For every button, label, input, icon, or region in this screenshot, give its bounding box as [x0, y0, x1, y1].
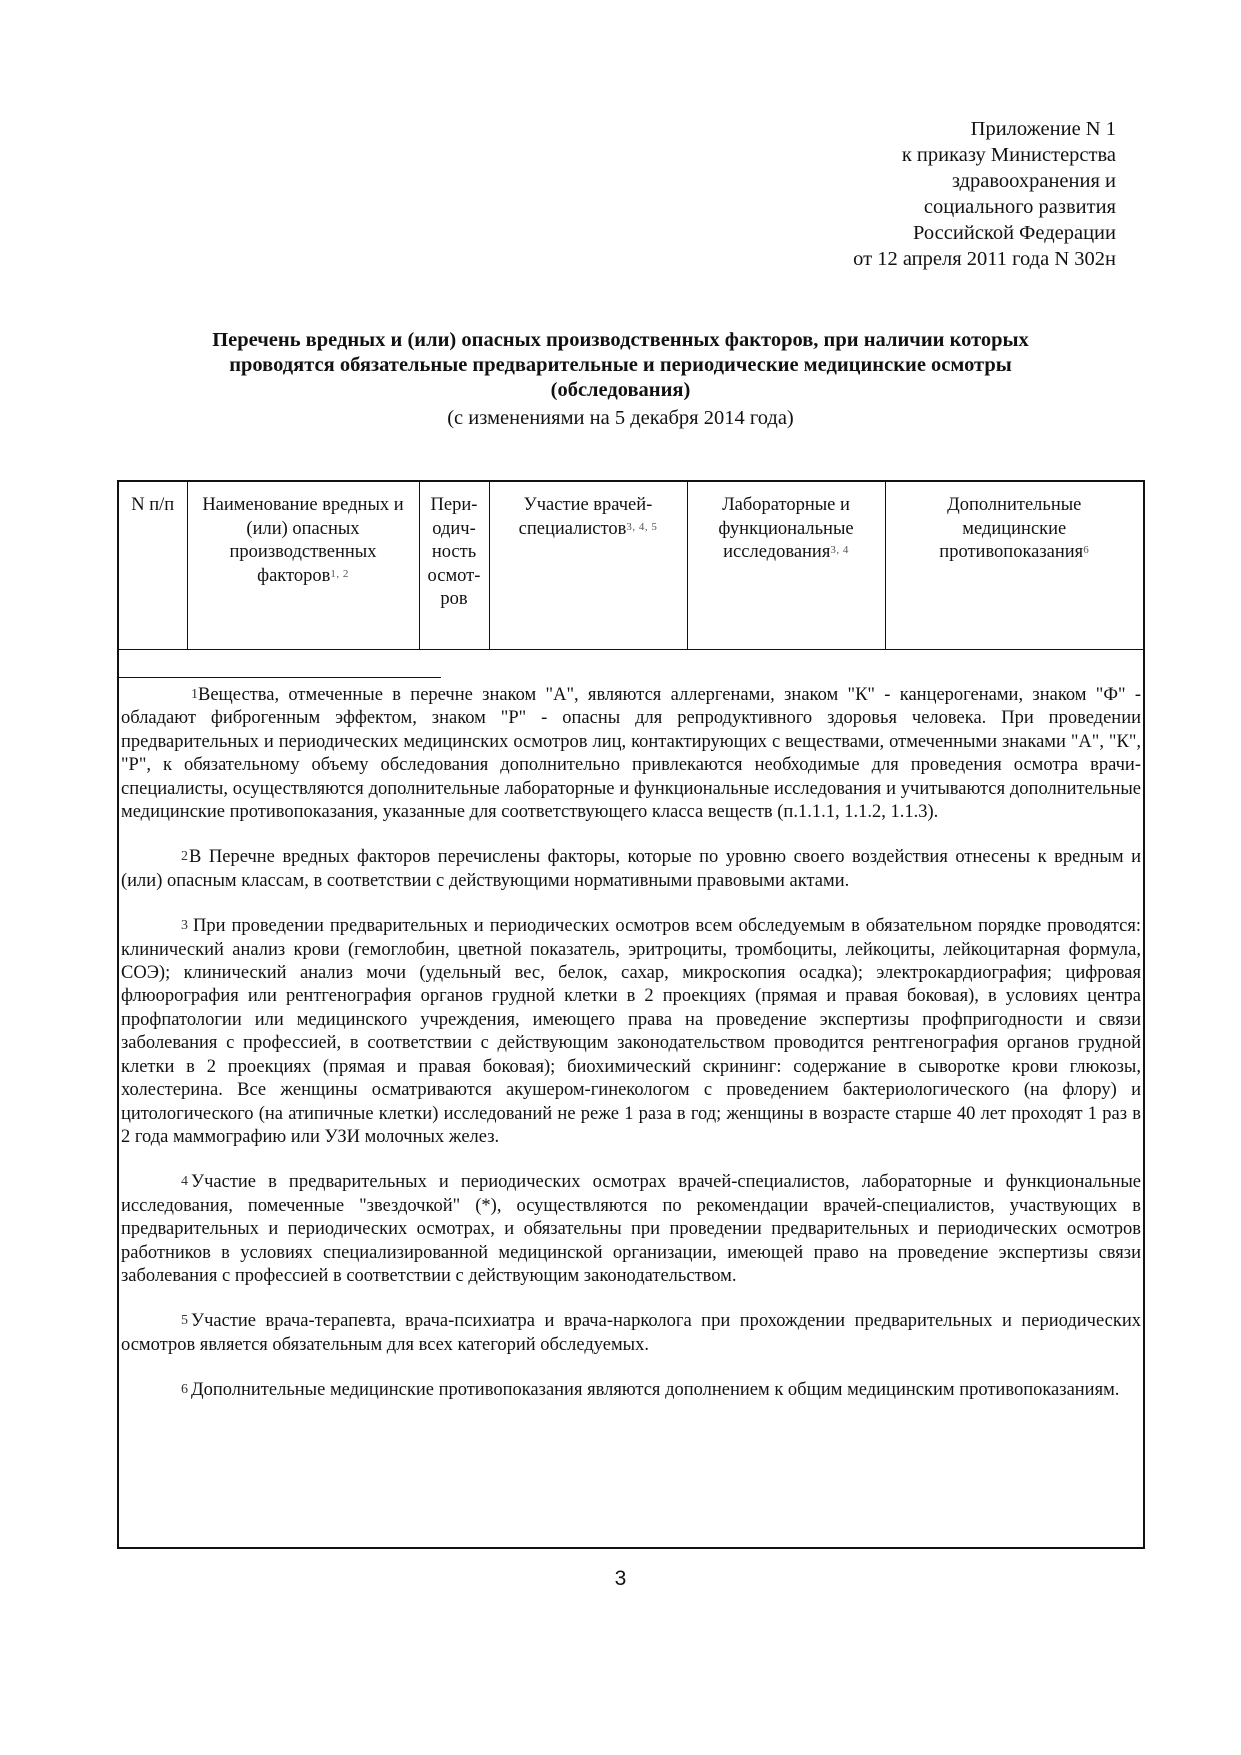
footnotes: [121, 684, 1141, 1425]
footnote-text: Участие в предварительных и периодических осмотрах врачей-специалистов, лабораторные и функциональные исследования, помеченные "звездочкой" (*), осуществляются по рекомендации врачей-специалистов, участвующих в предварительных и периодических осмотрах, и обязательны при проведении предварительных и периодических осмотров работников в условиях специализированной медицинской организации, имеющей право на проведение экспертизы связи заболевания с профессией в соответствии с действующим законодательством.: [121, 1172, 1141, 1286]
footnote-text: Вещества, отмеченные в перечне знаком "А", являются аллергенами, знаком "К" - канцерогенами, знаком "Ф" - обладают фиброгенным эффектом, знаком "Р" - опасны для репродуктивного здоровья человека. При проведении предварительных и периодических медицинских осмотров лиц, контактирующих с веществами, отмеченными знаками "А", "К", "Р", к обязательному объему обследования дополнительно привлекаются необходимые для проведения осмотра врачи-специалисты, осуществляются дополнительные лабораторные и функциональные исследования и учитываются дополнительные медицинские противопоказания, указанные для соответствующего класса веществ (п.1.1.1, 1.1.2, 1.1.3).: [121, 685, 1141, 823]
footnote-mark: 2: [181, 849, 188, 865]
footnote-mark: 5: [181, 1313, 188, 1329]
footnote-ref: 3, 4, 5: [626, 520, 658, 533]
column-header-periodicity: [419, 482, 489, 650]
appendix-line: Приложение N 1: [970, 118, 1116, 140]
column-header-lab-tests: [687, 482, 885, 650]
footnote-3: [121, 915, 1141, 1149]
factors-table: [119, 482, 1143, 650]
footnote-5: [121, 1310, 1141, 1357]
column-label: Участие врачей-специалистов: [518, 495, 653, 539]
column-label: Наименование вредных и (или) опасных производственных факторов: [202, 495, 404, 586]
title-line: Перечень вредных и (или) опасных производственных факторов, при наличии которых: [212, 329, 1029, 351]
footnote-text: Дополнительные медицинские противопоказания являются дополнением к общим медицинским противопоказаниям.: [191, 1380, 1120, 1401]
footnote-1: [121, 684, 1141, 824]
footnote-mark: 1: [191, 687, 198, 702]
appendix-line: к приказу Министерства: [901, 144, 1116, 166]
title-line: (обследования): [550, 379, 691, 401]
footnote-mark: 4: [181, 1174, 188, 1190]
footnote-separator: [119, 677, 441, 678]
appendix-line: социального развития: [923, 196, 1116, 218]
footnote-mark: 6: [181, 1382, 188, 1398]
footnote-2: [121, 846, 1141, 893]
table-header-row: [119, 482, 1143, 650]
title-line: проводятся обязательные предварительные и периодические медицинские осмотры: [229, 354, 1012, 376]
table-frame: [117, 480, 1145, 1549]
document-title: [110, 328, 1131, 403]
appendix-line: здравоохранения и: [951, 170, 1116, 192]
footnote-text: Участие врача-терапевта, врача-психиатра и врача-нарколога при прохождении предварительных и периодических осмотров является обязательным для всех категорий обследуемых.: [121, 1311, 1141, 1355]
column-header-specialists: [489, 482, 687, 650]
column-header-factor-name: [187, 482, 419, 650]
footnote-ref: 3, 4: [830, 544, 849, 556]
footnote-text: В Перечне вредных факторов перечислены факторы, которые по уровню своего воздействия отнесены к вредным и (или) опасным классам, в соответствии с действующими нормативными правовыми актами.: [121, 847, 1141, 891]
footnote-4: [121, 1171, 1141, 1288]
footnote-text: При проведении предварительных и периодических осмотров всем обследуемым в обязательном порядке проводятся: клинический анализ крови (гемоглобин, цветной показатель, эритроциты, тромбоциты, лейкоциты, лейкоцитарная формула, СОЭ); клинический анализ мочи (удельный вес, белок, сахар, микроскопия осадка); электрокардиография; цифровая флюорография или рентгенография органов грудной клетки в 2 проекциях (прямая и правая боковая), в условиях центра профпатологии или медицинского учреждения, имеющего права на проведение экспертизы профпригодности и связи заболевания с профессией, в соответствии с действующим законодательством проводится рентгенография органов грудной клетки в 2 проекциях (прямая и правая боковая); биохимический скрининг: содержание в сыворотке крови глюкозы, холестерина. Все женщины осматриваются акушером-гинекологом с проведением бактериологического (на флору) и цитологического (на атипичные клетки) исследований не реже 1 раза в год; женщины в возрасте старше 40 лет проходят 1 раз в 2 года маммографию или УЗИ молочных желез.: [121, 916, 1141, 1147]
document-subtitle: (с изменениями на 5 декабря 2014 года): [447, 407, 794, 429]
footnote-ref: 6: [1083, 544, 1090, 556]
column-header-number: [119, 482, 187, 650]
column-label: Лабораторные и функциональные исследования: [718, 495, 854, 562]
page-number: 3: [614, 1567, 627, 1590]
footnote-ref: 1, 2: [330, 567, 349, 580]
column-header-contraindications: [885, 482, 1143, 650]
appendix-line: Российской Федерации: [913, 222, 1116, 244]
footnote-mark: 3: [181, 918, 188, 934]
column-label: Пери-одич-ность осмот-ров: [427, 495, 481, 609]
column-label: Дополнительные медицинские противопоказания: [939, 495, 1084, 562]
footnote-6: [121, 1379, 1141, 1402]
appendix-header: [696, 116, 1116, 272]
appendix-line: от 12 апреля 2011 года N 302н: [853, 248, 1116, 270]
column-label: N п/п: [131, 495, 175, 515]
